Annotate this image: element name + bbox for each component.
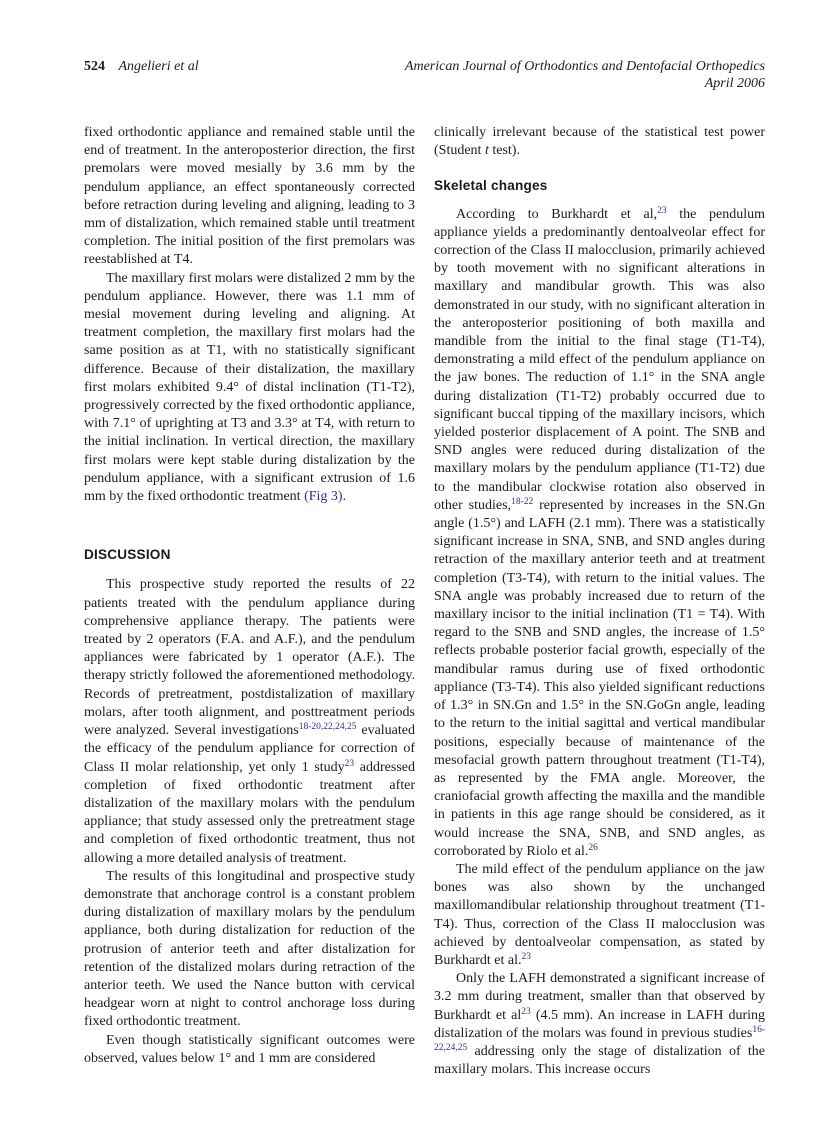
text-segment: The mild effect of the pendulum appliance on the jaw bones was also shown by the unchanged maxillomandibular relationship throughout treatment (T1-T4). Thus, correction of the Class II malocclusion was achieved by dentoalveolar compensation, as stated by Burkhardt et al.	[434, 861, 765, 968]
text-segment: The results of this longitudinal and prospective study demonstrate that anchorage control is a constant problem during distalization of maxillary molars by the pendulum appliance, both during distalization for reduction of the protrusion of anterior teeth and after distalization for retention of the distalized molars during retraction of the anterior teeth. We used the Nance button with cervical headgear worn at night to control anchorage loss during fixed orthodontic treatment.	[84, 868, 415, 1030]
paragraph	[84, 868, 415, 1032]
reference-superscript[interactable]: 23	[344, 758, 355, 769]
paragraph	[84, 576, 415, 867]
article-body	[84, 124, 765, 1079]
reference-superscript[interactable]: 23	[521, 1006, 531, 1017]
journal-title: American Journal of Orthodontics and Dentofacial Orthopedics	[404, 59, 765, 74]
section-heading: DISCUSSION	[84, 547, 171, 563]
text-segment: clinically irrelevant because of the statistical test power (Student	[434, 125, 765, 159]
section-heading: Skeletal changes	[434, 178, 548, 194]
text-segment: the pendulum appliance yields a predominantly dentoalveolar effect for correction of the Class II malocclusion, primarily achieved by tooth movement with no significant alterations in maxillary and mandibular growth. This was also demonstrated in our study, with no significant alteration in the anteroposterior positioning of both maxilla and mandible from the initial to the final stage (T1-T4), demonstrating a mild effect of the pendulum appliance on the jaw bones. The reduction of 1.1° in the SNA angle during distalization (T1-T2) probably occurred due to significant buccal tipping of the maxillary incisors, which yielded posterior displacement of A point. The SNB and SND angles were reduced during distalization of the maxillary molars by the pendulum appliance (T1-T2) due to the mandibular clockwise rotation also observed in other studies,	[434, 206, 765, 513]
paragraph	[84, 1032, 415, 1068]
paragraph	[84, 124, 415, 270]
journal-issue-date: April 2006	[704, 76, 765, 91]
page-number: 524	[84, 59, 105, 74]
running-head-left	[84, 58, 199, 75]
reference-superscript[interactable]: 18-22	[511, 496, 534, 507]
paragraph	[434, 970, 765, 1079]
text-segment: addressing only the stage of distalization of the maxillary molars. This increase occurs	[434, 1043, 765, 1078]
text-segment: t	[484, 143, 489, 159]
reference-superscript[interactable]: 23	[657, 205, 667, 216]
figure-link[interactable]: (Fig 3)	[304, 489, 343, 505]
reference-superscript[interactable]: 16-22,24,25	[434, 1024, 765, 1053]
right-column	[434, 124, 765, 1079]
reference-superscript[interactable]: 23	[521, 951, 531, 962]
paragraph	[434, 124, 765, 160]
text-segment: Even though statistically significant outcomes were observed, values below 1° and 1 mm are considered	[84, 1032, 415, 1066]
text-segment: test).	[488, 143, 520, 159]
reference-superscript[interactable]: 18-20,22,24,25	[298, 722, 357, 733]
reference-superscript[interactable]: 26	[588, 842, 598, 853]
paragraph	[84, 270, 415, 507]
text-segment: represented by increases in the SN.Gn angle (1.5°) and LAFH (2.1 mm). There was a statistically significant increase in SNA, SNB, and SND angles during retraction of the maxillary anterior teeth and at treatment completion (T3-T4), with return to the initial values. The SNA angle was probably increased due to return of the maxillary incisor to the initial inclination (T1 = T4). With regard to the SNB and SND angles, the increase of 1.5° reflects probable posterior facial growth, especially of the mandibular ramus during use of fixed orthodontic appliance (T3-T4). This also yielded significant reductions of 1.3° in SN.Gn and 1.5° in the SN.GoGn angle, leading to the return to the initial sagittal and vertical mandibular positions, especially because of maintenance of the mesofacial growth pattern throughout treatment (T1-T4), as represented by the FMA angle. Moreover, the craniofacial growth affecting the maxilla and the mandible in patients in this age range should be considered, as it would increase the SNA, SNB, and SND angles, as corroborated by Riolo et al.	[434, 497, 765, 859]
text-segment: Only the LAFH demonstrated a significant increase of 3.2 mm during treatment, smaller than that observed by Burkhardt et al	[434, 971, 765, 1023]
paragraph	[434, 206, 765, 861]
text-segment: evaluated the efficacy of the pendulum appliance for correction of Class II molar relationship, yet only 1 study	[84, 723, 415, 775]
paragraph	[434, 861, 765, 970]
running-head-right	[405, 58, 765, 92]
text-segment: According to Burkhardt et al,	[456, 206, 658, 222]
page-header	[84, 58, 765, 92]
text-segment: The maxillary first molars were distalized 2 mm by the pendulum appliance. However, there was 1.1 mm of mesial movement during leveling and aligning. At treatment completion, the maxillary first molars had the same position as at T1, with no statistically significant difference. Because of their distalization, the maxillary first molars exhibited 9.4° of distal inclination (T1-T2), progressively corrected by the fixed orthodontic appliance, with 7.1° of uprighting at T3 and 3.3° at T4, with return to the initial inclination. In vertical direction, the maxillary first molars were kept stable during distalization by the pendulum appliance, with a significant extrusion of 1.6 mm by the fixed orthodontic treatment	[84, 270, 415, 505]
running-head-author: Angelieri et al	[118, 59, 199, 74]
text-segment: This prospective study reported the results of 22 patients treated with the pendulum appliance during comprehensive appliance therapy. The patients were treated by 2 operators (F.A. and A.F.), and the pendulum appliances were fabricated by 1 operator (A.F.). The therapy strictly followed the aforementioned methodology. Records of pretreatment, postdistalization of maxillary molars, after tooth alignment, and posttreatment periods were analyzed. Several investigations	[84, 577, 415, 739]
text-segment: (4.5 mm). An increase in LAFH during distalization of the molars was found in previous studies	[434, 1007, 765, 1041]
text-segment: fixed orthodontic appliance and remained stable until the end of treatment. In the anteroposterior direction, the first premolars were moved mesially by 3.6 mm by the pendulum appliance, an effect spontaneously corrected before retraction during leveling and aligning, leading to 3 mm of distalization, which remained stable until treatment completion. The initial position of the first premolars was reestablished at T4.	[84, 125, 415, 268]
left-column	[84, 124, 415, 1079]
text-segment: addressed completion of fixed orthodontic treatment after distalization of the maxillary molars with the pendulum appliance; that study assessed only the pretreatment stage and completion of fixed orthodontic treatment, thus not allowing a more detailed analysis of treatment.	[84, 759, 416, 866]
text-segment: .	[342, 489, 347, 505]
